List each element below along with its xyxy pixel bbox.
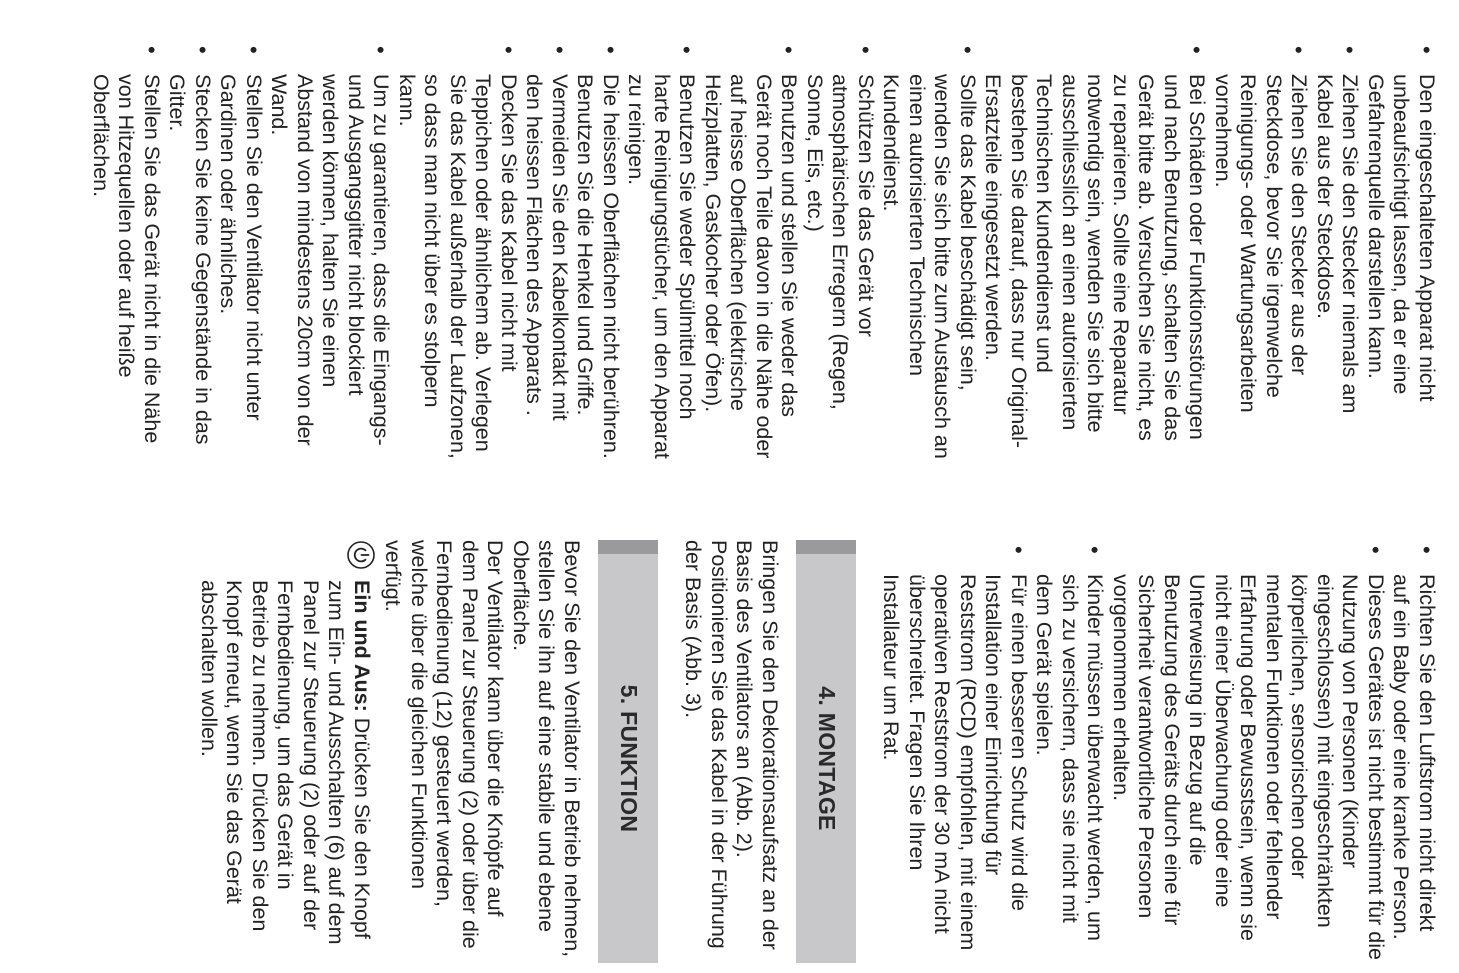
safety-list-right [878, 540, 1439, 963]
montage-section [680, 540, 856, 963]
section-title: 5. FUNKTION [615, 684, 642, 833]
list-item: • Schützen Sie das Gerät vor atmosphärischen Erregern (Regen, Sonne, Eis, etc.) [802, 40, 879, 460]
right-column [0, 510, 1459, 973]
list-item: • Sollte das Kabel beschädigt sein, wenden Sie sich bitte zum Austausch an einen autorisierten Technischen Kundendienst. [878, 40, 980, 460]
funktion-intro: Bevor Sie den Ventilator in Betrieb nehmen, stellen Sie ihn auf eine stabile und ebene Oberfläche. [509, 540, 584, 958]
list-item: • Vermeiden Sie den Kabelkontakt mit den heissen Flächen des Apparats . [521, 40, 572, 460]
safety-list-left [88, 40, 1440, 460]
list-item: • Bei Schäden oder Funktionsstörungen und nach Benutzung, schalten Sie das Gerät bitte ab. Versuchen Sie nicht, es zu reparieren. Sollte eine Reparatur notwendig sein, wenden Sie sich bitte ausschliesslich an einen autorisierten Technischen Kundendienst und bestehen Sie darauf, dass nur Original-Ersatzteile eingesetzt werden. [980, 40, 1210, 460]
list-item: • Ziehen Sie den Stecker niemals am Kabel aus der Steckdose. [1312, 40, 1363, 460]
list-item: • Benutzen und stellen Sie weder das Gerät noch Teile davon in die Nähe oder auf heisse Oberflächen (elektrische Heizplatten, Gaskocher oder Öfen). [700, 40, 802, 460]
function-item-label: Ein und Aus: [350, 580, 374, 712]
funktion-controls: Der Ventilator kann über die Knöpfe auf dem Panel zur Steuerung (2) oder über die Fernbedienung (12) gesteuert werden, welche über die gleichen Funktionen verfügt. [381, 540, 508, 949]
power-icon [346, 540, 376, 570]
list-item: • Für einen besseren Schutz wird die Installation einer Einrichtung für Reststrom (RCD) empfohlen, mit einem operativen Reststrom der 30 mA nicht überschreitet. Fragen Sie Ihren Installateur um Rat. [878, 540, 1031, 963]
list-item: • Decken Sie das Kabel nicht mit Teppichen oder ähnlichem ab. Verlegen Sie das Kabel außerhalb der Laufzonen, so dass man nicht über es stolpern kann. [394, 40, 522, 460]
list-item: • Ziehen Sie den Stecker aus der Steckdose, bevor Sie irgenwelche Reinigungs- oder Wartungsarbeiten vornehmen. [1210, 40, 1312, 460]
list-item: • Stellen Sie den Ventilator nicht unter Gardinen oder ähnliches. [215, 40, 266, 460]
list-item: • Richten Sie den Luftstrom nicht direkt auf ein Baby oder eine kranke Person. [1388, 540, 1439, 963]
list-item: • Den eingeschalteten Apparat nicht unbeaufsichtigt lassen, da er eine Gefahrenquelle darstellen kann. [1363, 40, 1440, 460]
function-item-text [196, 580, 375, 963]
function-item-description: Drücken Sie den Knopf zum Ein- und Ausschalten (6) auf dem Panel zur Steuerung (2) oder auf der Fernbedienung, um das Gerät in Betrieb zu nehmen. Drücken Sie den Knopf erneut, wenn Sie das Gerät abschalten wollen. [197, 580, 374, 945]
montage-text: Bringen Sie den Dekorationsaufsatz an der Basis des Ventilators an (Abb. 2). Positionieren Sie das Kabel in der Führung der Basis (Abb. 3). [681, 540, 782, 950]
list-item: • Die heissen Oberflächen nicht berühren. Benutzen Sie die Henkel und Griffe. [572, 40, 623, 460]
section-header-montage [796, 540, 856, 963]
section-title: 4. MONTAGE [813, 686, 840, 831]
list-item: • Stellen Sie das Gerät nicht in die Nähe von Hitzequellen oder auf heiße Oberflächen. [88, 40, 165, 460]
list-item: • Benutzen Sie weder Spülmittel noch harte Reinigungstücher, um den Apparat zu reinigen. [623, 40, 700, 460]
list-item: • Kinder müssen überwacht werden, um sich zu versichern, dass sie nicht mit dem Gerät spielen. [1031, 540, 1108, 963]
list-item: • Um zu garantieren, dass die Eingangs- und Ausgangsgitter nicht blockiert werden können, halten Sie einen Abstand von mindestens 20cm von der Wand. [266, 40, 394, 460]
section-header-funktion [598, 540, 658, 963]
function-item-power [196, 540, 375, 963]
list-item: • Stecken Sie keine Gegenstände in das Gitter. [164, 40, 215, 460]
funktion-section [196, 540, 659, 963]
list-item: • Dieses Gerätes ist nicht bestimmt für die Nutzung von Personen (Kinder eingeschlossen) mit eingeschränkten körperlichen, sensorischen oder mentalen Funktionen oder fehlender Erfahrung oder Bewusstsein, wenn sie nicht einer Überwachung oder eine Unterweisung in Bezug auf die Benutzung des Geräts durch eine für Sicherheit verantwortliche Personen vorgenommen erhalten. [1108, 540, 1389, 963]
